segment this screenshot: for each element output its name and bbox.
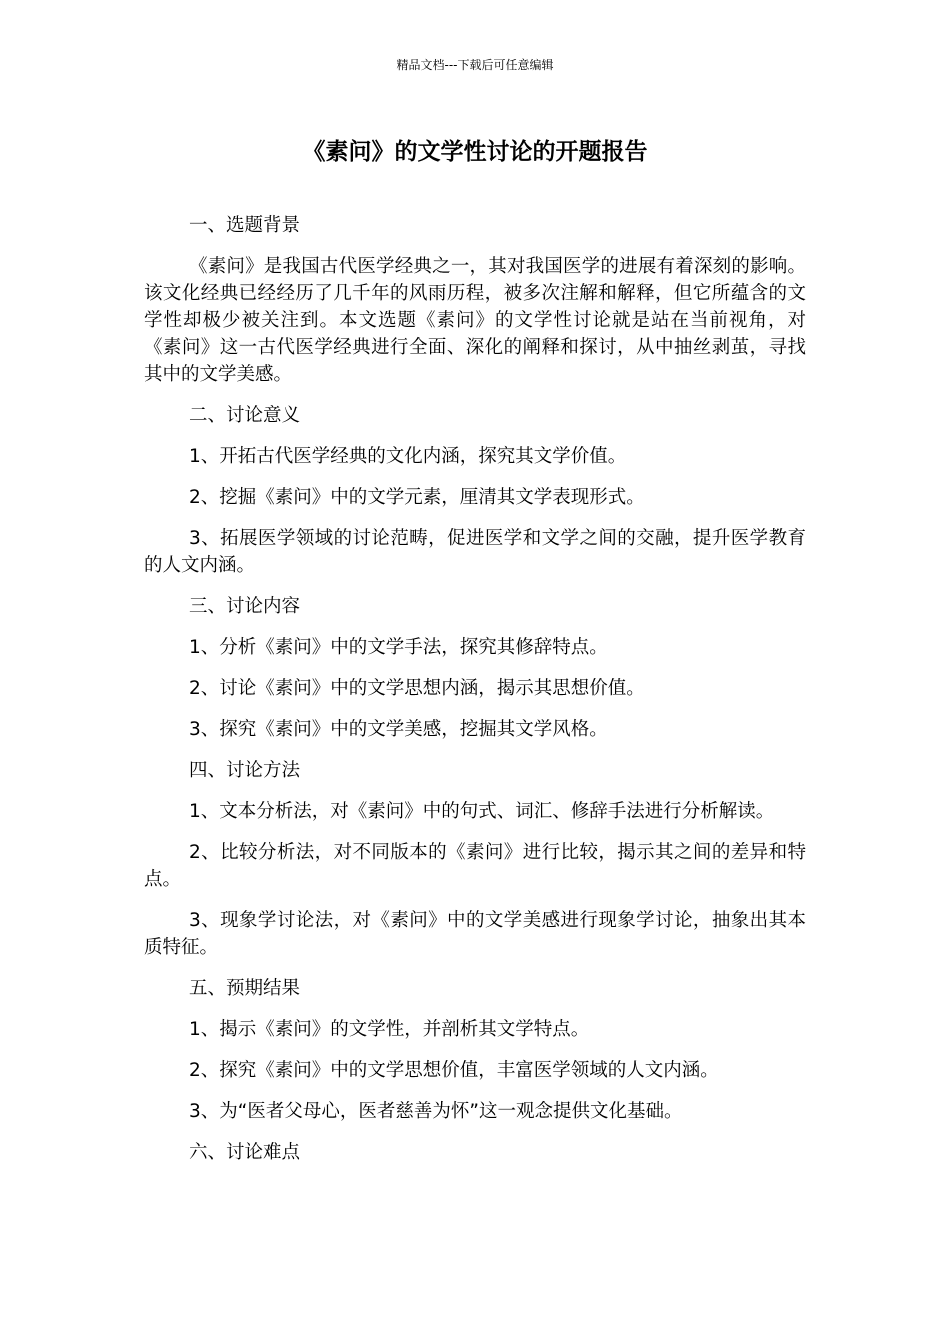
document-body <box>144 212 806 1180</box>
section-heading-content: 三、讨论内容 <box>189 596 301 617</box>
list-item: 3、拓展医学领域的讨论范畴，促进医学和文学之间的交融，提升医学教育的人文内涵。 <box>144 528 806 576</box>
list-item: 1、文本分析法，对《素问》中的句式、词汇、修辞手法进行分析解读。 <box>189 801 775 822</box>
list-item: 3、为“医者父母心，医者慈善为怀”这一观念提供文化基础。 <box>189 1101 683 1122</box>
list-item: 3、现象学讨论法，对《素问》中的文学美感进行现象学讨论，抽象出其本质特征。 <box>144 910 806 958</box>
list-item: 2、挖掘《素问》中的文学元素，厘清其文学表现形式。 <box>189 487 645 508</box>
section-heading-difficulties: 六、讨论难点 <box>189 1142 301 1163</box>
list-item: 1、分析《素问》中的文学手法，探究其修辞特点。 <box>189 637 608 658</box>
list-item: 2、讨论《素问》中的文学思想内涵，揭示其思想价值。 <box>189 678 645 699</box>
section-heading-background: 一、选题背景 <box>189 215 301 236</box>
section-heading-expected-results: 五、预期结果 <box>189 978 301 999</box>
document-title: 《素问》的文学性讨论的开题报告 <box>302 139 648 165</box>
list-item: 3、探究《素问》中的文学美感，挖掘其文学风格。 <box>189 719 608 740</box>
section-heading-methods: 四、讨论方法 <box>189 760 301 781</box>
page-header-note: 精品文档---下载后可任意编辑 <box>396 58 554 72</box>
paragraph-background: 《素问》是我国古代医学经典之一，其对我国医学的进展有着深刻的影响。该文化经典已经经历了几千年的风雨历程，被多次注解和解释，但它所蕴含的文学性却极少被关注到。本文选题《素问》的文学性讨论就是站在当前视角，对《素问》这一古代医学经典进行全面、深化的阐释和探讨，从中抽丝剥茧，寻找其中的文学美感。 <box>144 256 806 385</box>
list-item: 2、探究《素问》中的文学思想价值，丰富医学领域的人文内涵。 <box>189 1060 719 1081</box>
list-item: 1、揭示《素问》的文学性，并剖析其文学特点。 <box>189 1019 590 1040</box>
list-item: 2、比较分析法，对不同版本的《素问》进行比较，揭示其之间的差异和特点。 <box>144 842 806 890</box>
section-heading-significance: 二、讨论意义 <box>189 405 301 426</box>
list-item: 1、开拓古代医学经典的文化内涵，探究其文学价值。 <box>189 446 627 467</box>
